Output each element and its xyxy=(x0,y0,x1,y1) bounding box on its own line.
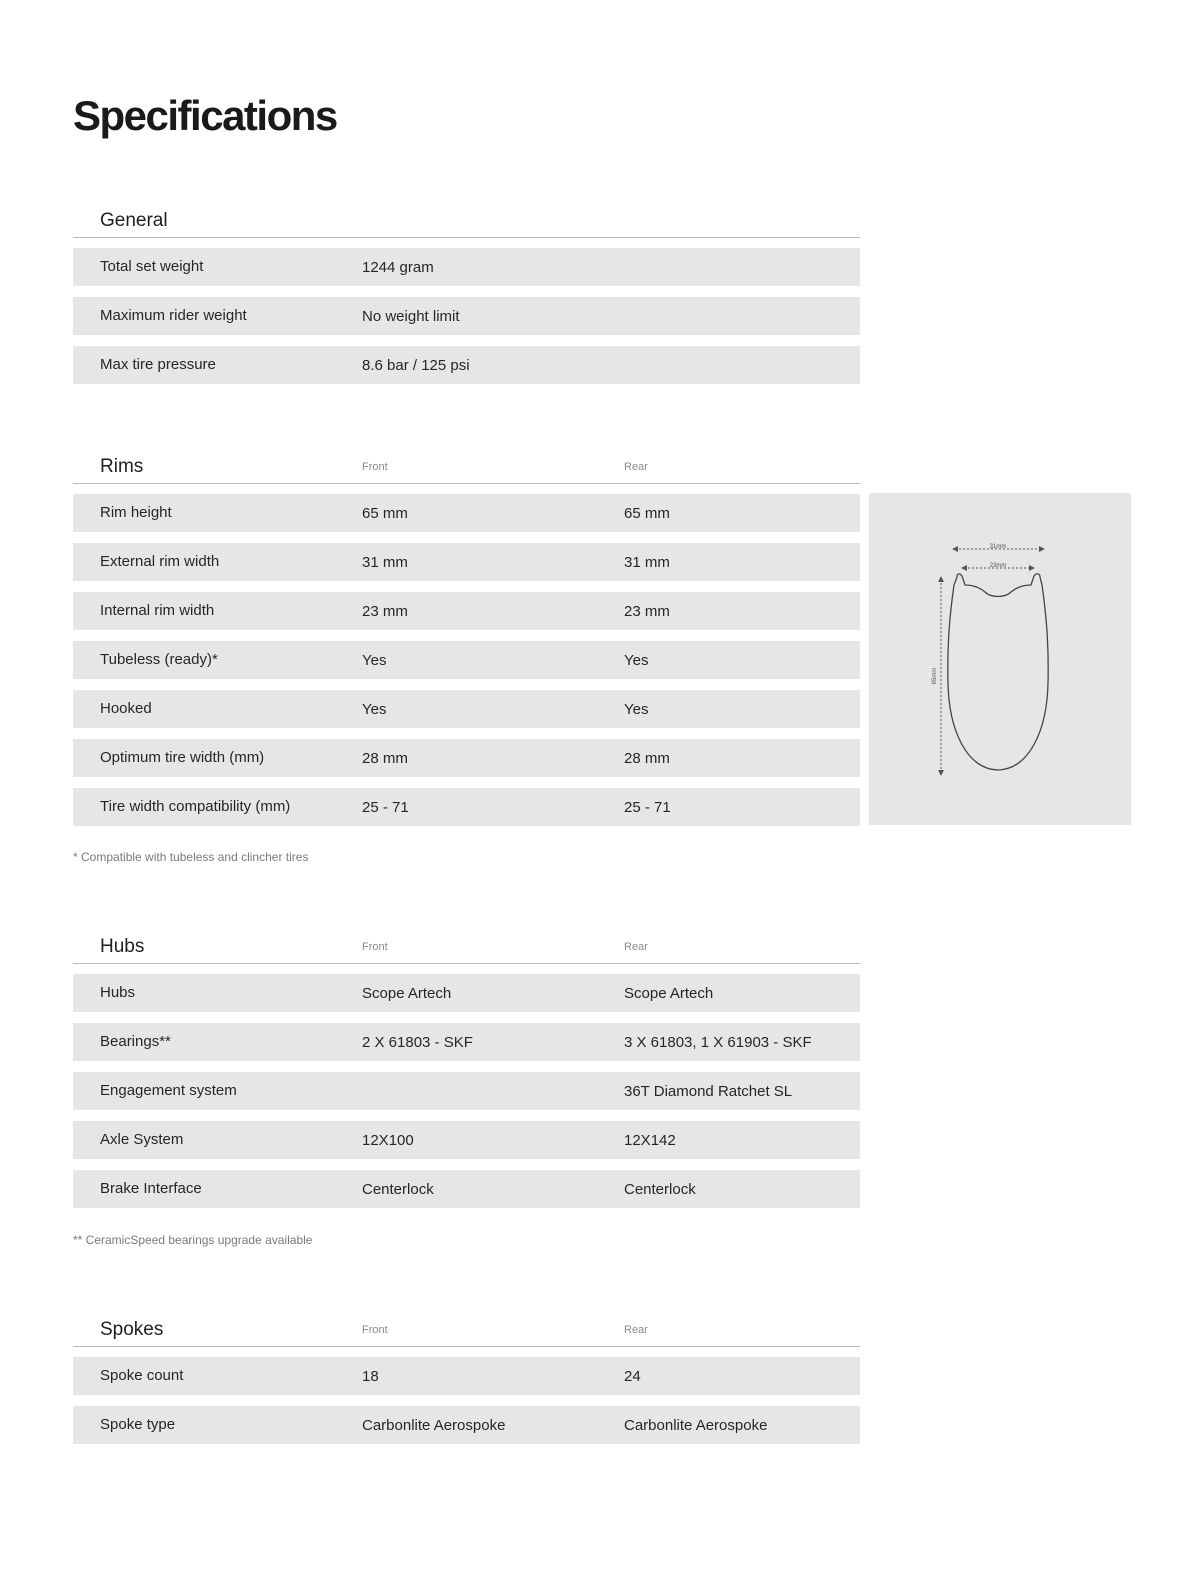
general-header xyxy=(73,197,860,238)
spec-label: Hooked xyxy=(100,700,152,717)
spec-label: Spoke type xyxy=(100,1416,176,1433)
spec-row xyxy=(73,248,860,286)
spec-label: Axle System xyxy=(100,1131,184,1148)
spec-value: 1244 gram xyxy=(362,258,434,276)
general-title: General xyxy=(100,210,168,231)
page-title: Specifications xyxy=(73,92,337,139)
spec-rear-value: Centerlock xyxy=(624,1180,696,1198)
rear-column-label: Rear xyxy=(624,461,648,473)
spec-row xyxy=(73,641,860,679)
hubs-rows xyxy=(73,974,860,1208)
rims-title: Rims xyxy=(100,456,144,477)
spec-label: Max tire pressure xyxy=(100,356,216,373)
hubs-title: Hubs xyxy=(100,936,145,957)
spec-rear-value: Yes xyxy=(624,700,649,718)
spec-row xyxy=(73,543,860,581)
rear-column-label: Rear xyxy=(624,941,648,953)
spec-row xyxy=(73,1121,860,1159)
rim-profile-diagram xyxy=(869,493,1131,825)
spec-label: External rim width xyxy=(100,553,220,570)
spec-label: Total set weight xyxy=(100,258,204,275)
spec-rear-value: 31 mm xyxy=(624,553,670,571)
spec-row xyxy=(73,1406,860,1444)
general-rows xyxy=(73,248,860,384)
spec-rear-value: 24 xyxy=(624,1367,641,1385)
spec-front-value: Carbonlite Aerospoke xyxy=(362,1416,506,1434)
spec-label: Bearings** xyxy=(100,1033,171,1050)
spec-label: Maximum rider weight xyxy=(100,307,247,324)
spec-front-value: 23 mm xyxy=(362,602,408,620)
spec-label: Engagement system xyxy=(100,1082,237,1099)
spec-value: No weight limit xyxy=(362,307,460,325)
height-label: 65mm xyxy=(932,667,938,685)
spec-row xyxy=(73,297,860,335)
rims-rows xyxy=(73,494,860,826)
spec-front-value: 65 mm xyxy=(362,504,408,522)
spec-row xyxy=(73,346,860,384)
spec-label: Hubs xyxy=(100,984,136,1001)
front-column-label: Front xyxy=(362,1324,388,1336)
spec-value: 8.6 bar / 125 psi xyxy=(362,356,470,374)
spec-row xyxy=(73,1072,860,1110)
spec-rear-value: 25 - 71 xyxy=(624,798,671,816)
spec-front-value: 2 X 61803 - SKF xyxy=(362,1033,473,1051)
spec-label: Internal rim width xyxy=(100,602,215,619)
rims-section xyxy=(73,443,860,826)
rear-column-label: Rear xyxy=(624,1324,648,1336)
rim-outline xyxy=(948,574,1048,770)
front-column-label: Front xyxy=(362,461,388,473)
spec-label: Tire width compatibility (mm) xyxy=(100,798,291,815)
spec-rear-value: 23 mm xyxy=(624,602,670,620)
spec-rear-value: 65 mm xyxy=(624,504,670,522)
spec-row xyxy=(73,974,860,1012)
spec-rear-value: 28 mm xyxy=(624,749,670,767)
spec-label: Spoke count xyxy=(100,1367,184,1384)
rim-profile-svg xyxy=(869,493,1131,825)
front-column-label: Front xyxy=(362,941,388,953)
spec-front-value: Scope Artech xyxy=(362,984,452,1002)
spec-row xyxy=(73,788,860,826)
spec-row xyxy=(73,739,860,777)
spec-rear-value: 12X142 xyxy=(624,1131,676,1149)
spec-row xyxy=(73,1170,860,1208)
spec-front-value: 31 mm xyxy=(362,553,408,571)
rims-header xyxy=(73,443,860,484)
spec-front-value: Yes xyxy=(362,651,387,669)
spec-label: Brake Interface xyxy=(100,1180,202,1197)
spokes-section xyxy=(73,1306,860,1444)
spec-rear-value: Scope Artech xyxy=(624,984,714,1002)
hubs-section xyxy=(73,923,860,1208)
hubs-header xyxy=(73,923,860,964)
spec-rear-value: Yes xyxy=(624,651,649,669)
internal-width-label: 23mm xyxy=(989,563,1007,569)
spec-row xyxy=(73,690,860,728)
spec-rear-value: 36T Diamond Ratchet SL xyxy=(624,1082,793,1100)
spokes-title: Spokes xyxy=(100,1319,164,1340)
spec-label: Optimum tire width (mm) xyxy=(100,749,265,766)
spec-front-value: 25 - 71 xyxy=(362,798,409,816)
external-width-label: 31mm xyxy=(989,544,1007,550)
spec-front-value xyxy=(362,1072,612,1110)
spec-front-value: Yes xyxy=(362,700,387,718)
spokes-rows xyxy=(73,1357,860,1444)
spec-row xyxy=(73,592,860,630)
general-section xyxy=(73,197,860,384)
spec-label: Tubeless (ready)* xyxy=(100,651,218,668)
spokes-header xyxy=(73,1306,860,1347)
spec-front-value: Centerlock xyxy=(362,1180,434,1198)
spec-label: Rim height xyxy=(100,504,172,521)
hubs-footnote: ** CeramicSpeed bearings upgrade available xyxy=(73,1233,313,1247)
spec-row xyxy=(73,1357,860,1395)
rims-footnote: * Compatible with tubeless and clincher tires xyxy=(73,850,309,864)
spec-rear-value: Carbonlite Aerospoke xyxy=(624,1416,768,1434)
spec-front-value: 12X100 xyxy=(362,1131,414,1149)
spec-front-value: 28 mm xyxy=(362,749,408,767)
spec-front-value: 18 xyxy=(362,1367,379,1385)
spec-rear-value: 3 X 61803, 1 X 61903 - SKF xyxy=(624,1033,812,1051)
spec-row xyxy=(73,494,860,532)
spec-row xyxy=(73,1023,860,1061)
